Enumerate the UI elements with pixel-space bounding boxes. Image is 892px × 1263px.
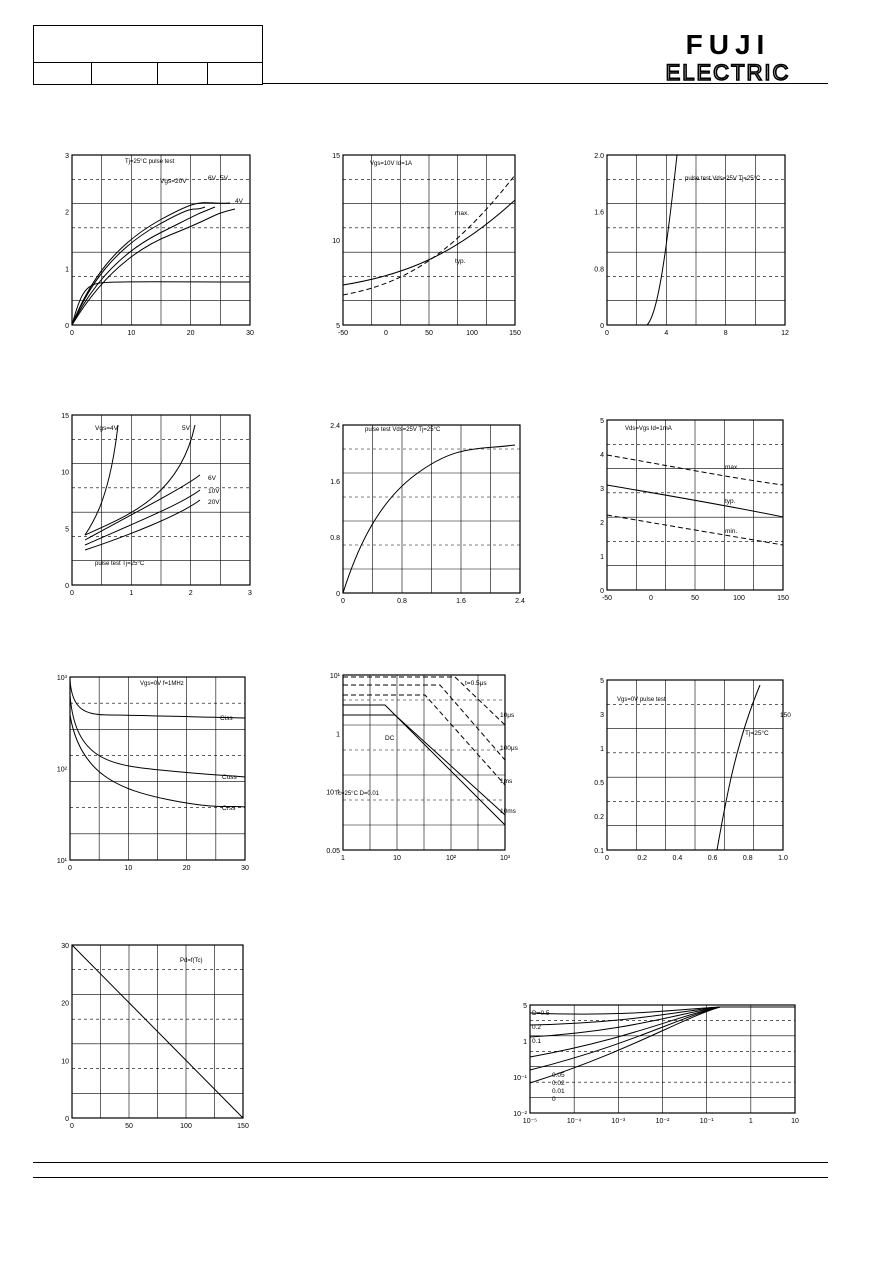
y-tick-label: 0 [336,591,340,598]
y-tick-label: 0 [600,323,604,330]
chart-condition-text: Vgs=10V Id=1A [370,161,413,167]
chart-safe-operating-area [315,665,535,865]
curve-label: 10ms [500,808,516,815]
y-tick-label: 0 [65,583,69,590]
curve-label: Crss [222,805,236,812]
x-tick-label: 10 [124,865,133,872]
part-number-row [34,26,262,63]
header-rule [263,83,828,84]
y-tick-label: 0.05 [326,848,340,855]
y-tick-label: 3 [65,153,69,160]
y-tick-label: 15 [61,413,69,420]
x-tick-label: 0 [605,330,609,337]
y-tick-label: 0.5 [594,780,604,787]
y-tick-label: 15 [332,153,340,160]
curve-6v [72,207,205,325]
curve-4v-upper [72,209,235,325]
chart-forward-transconductance [315,405,535,605]
curve-transfer [647,155,677,325]
x-tick-label: 50 [125,1123,133,1130]
y-tick-label: 2 [600,520,604,527]
curve-label: typ. [455,258,466,265]
y-tick-label: 1 [336,731,340,739]
curve-label: 1ms [500,778,513,785]
y-tick-label: 0 [600,588,604,595]
chart-condition-text: Tc=25°C D=0.01 [335,791,380,797]
curve-d01 [530,1007,720,1037]
x-tick-label: 100 [733,595,745,602]
x-tick-label: 30 [246,330,254,337]
y-tick-label: 5 [65,526,69,534]
curve-label: 0.1 [532,1038,542,1045]
curve-label: 10μs [500,712,515,719]
footer-rule-thin [33,1177,828,1178]
x-tick-label: 1 [341,855,345,862]
curve-label: min. [725,528,738,535]
y-tick-label: 2 [65,209,69,217]
curve-label: 6V [208,475,216,482]
y-tick-label: 10 [61,469,69,477]
y-tick-label: 0 [65,323,69,330]
chart-condition-text: pulse test Vds=25V Tj=25°C [685,176,761,182]
curve-label: 0.02 [552,1080,565,1087]
header-cell [157,62,208,84]
x-tick-label: 8 [723,330,728,337]
x-tick-label: 50 [425,330,433,337]
y-tick-label: 20 [61,1000,69,1008]
y-tick-label: 30 [61,943,69,950]
y-tick-label: 5 [336,323,340,330]
chart-condition-text: Pd=f(Tc) [180,958,203,964]
chart-condition-text: Vgs=0V f=1MHz [140,681,184,687]
x-tick-label: 20 [182,865,191,872]
curve-6v [85,475,200,540]
x-tick-label: 2 [188,590,193,597]
curve-label: max. [725,464,740,471]
curve-20v [72,203,230,325]
curve-label: Coss [222,774,237,781]
y-tick-label: 3 [600,712,604,719]
chart-transfer-characteristics [585,145,805,345]
x-tick-label: 1.6 [456,598,466,605]
chart-body-diode [585,665,805,865]
x-tick-label: 0.4 [672,855,683,862]
curve-label: 4V [235,198,243,205]
x-tick-label: 10⁻³ [611,1118,626,1125]
y-tick-label: 0.8 [330,535,340,542]
y-tick-label: 10¹ [56,858,67,865]
curve-label: Tj=25°C [745,730,769,737]
y-tick-label: 1 [65,266,69,274]
y-tick-label: 4 [600,452,604,459]
header-cell [34,62,92,84]
y-tick-label: 1 [600,746,604,753]
curve-label: 0 [552,1096,556,1103]
x-tick-label: 10 [791,1118,799,1125]
y-tick-label: 5 [600,678,604,685]
curve-label: Vgs=20V [160,178,187,185]
y-tick-label: 0 [65,1116,69,1123]
y-tick-label: 10⁻¹ [513,1075,527,1082]
x-tick-label: 0 [649,595,653,602]
curve-label: Ciss [220,715,233,722]
y-tick-label: 10 [332,238,340,245]
x-tick-label: 0.8 [397,598,407,605]
x-tick-label: 0.8 [742,855,753,862]
curve-label: 6V [208,175,216,182]
chart-condition-text: Tj=25°C pulse test [125,159,175,165]
x-tick-label: 0 [70,590,74,597]
footer-rule [33,1162,828,1163]
header-cell [91,62,158,84]
chart-transient-thermal [510,995,810,1130]
curve-d005 [530,1007,720,1057]
x-tick-label: 1.0 [778,855,788,862]
chart-drain-current-vs-voltage [30,145,260,345]
brand-line1: FUJI [685,30,771,60]
x-tick-label: 3 [248,590,252,597]
chart-on-resistance-vs-temp [315,145,535,345]
curve-10v [85,490,200,545]
x-tick-label: 20 [186,330,195,337]
brand-line2: ELECTRIC [665,60,791,82]
x-tick-label: 0.6 [707,855,718,862]
x-tick-label: 10⁻¹ [699,1118,714,1125]
x-tick-label: 0.2 [637,855,648,862]
curve-label: DC [385,735,395,742]
y-tick-label: 0.1 [594,848,604,855]
part-number-box [33,25,263,85]
chart-condition-text: pulse test Tj=25°C [95,561,145,567]
x-tick-label: 10³ [499,855,511,862]
x-tick-label: 50 [691,595,699,602]
x-tick-label: 0 [68,865,72,872]
curve-label: Vgs=4V [95,425,118,432]
x-tick-label: 10² [445,855,457,862]
fuji-electric-logo [638,30,818,82]
x-tick-label: 150 [237,1123,249,1130]
x-tick-label: 150 [509,330,521,337]
curve-label: max. [455,210,470,217]
x-tick-label: 10⁻² [655,1118,670,1125]
curve-d002 [530,1007,720,1070]
curve-label: 0.01 [552,1088,565,1095]
curve-label: 150 [780,712,791,719]
x-tick-label: 0 [605,855,609,862]
chart-condition-text: pulse test Vds=25V Tj=25°C [365,427,441,433]
x-tick-label: -50 [337,330,349,337]
y-tick-label: 0.8 [594,266,604,274]
x-tick-label: 10 [127,330,136,337]
y-tick-label: 10² [56,766,67,774]
curve-label: 10V [208,488,220,495]
x-tick-label: 0 [341,598,345,605]
chart-rds-vs-id [30,405,260,605]
y-tick-label: 2.0 [594,153,604,160]
y-tick-label: 1.6 [330,479,340,486]
curve-label: 100μs [500,745,518,752]
curve-20v [85,500,200,550]
curve-label: 0.2 [532,1024,542,1031]
x-tick-label: 1 [129,590,134,597]
y-tick-label: 10 [61,1058,69,1066]
chart-condition-text: Vds=Vgs Id=1mA [625,426,672,432]
chart-condition-text: Vgs=0V pulse test [617,697,666,703]
y-tick-label: 10³ [56,675,67,682]
curve-label: 5V [220,175,228,182]
x-tick-label: 10 [393,855,401,862]
x-tick-label: 2.4 [515,598,525,605]
curve-label: typ. [725,498,736,505]
x-tick-label: -50 [601,595,613,602]
x-tick-label: 0 [384,330,388,337]
y-tick-label: 5 [523,1003,527,1010]
y-tick-label: 1 [600,554,604,561]
x-tick-label: 4 [664,330,669,337]
curve-label: 5V [182,425,190,432]
x-tick-label: 12 [781,330,789,337]
x-tick-label: 10⁻⁴ [566,1118,582,1125]
curve-label: 20V [208,499,220,506]
chart-threshold-voltage-vs-temp [585,405,805,605]
x-tick-label: 30 [241,865,249,872]
chart-power-derating [30,930,260,1130]
x-tick-label: 1 [748,1118,753,1125]
curve-label: 0.05 [552,1072,565,1079]
y-tick-label: 3 [600,486,604,493]
chart-capacitance [30,665,260,872]
x-tick-label: 0 [70,1123,74,1130]
x-tick-label: 150 [777,595,789,602]
y-tick-label: 10¹ [329,673,340,680]
x-tick-label: 0 [70,330,74,337]
x-tick-label: 10⁻⁵ [522,1118,538,1125]
y-tick-label: 2.4 [330,423,340,430]
y-tick-label: 5 [600,418,604,425]
y-tick-label: 1 [523,1039,527,1046]
y-tick-label: 1.6 [594,209,604,217]
curve-gfs [343,445,515,593]
curve-label: t=0.5μs [465,680,487,687]
curve-label: D=0.5 [532,1010,550,1017]
y-tick-label: 0.2 [594,814,604,821]
y-tick-label: 10⁻¹ [326,789,340,797]
y-tick-label: 10⁻² [513,1111,527,1118]
x-tick-label: 100 [180,1123,192,1130]
x-tick-label: 100 [466,330,478,337]
